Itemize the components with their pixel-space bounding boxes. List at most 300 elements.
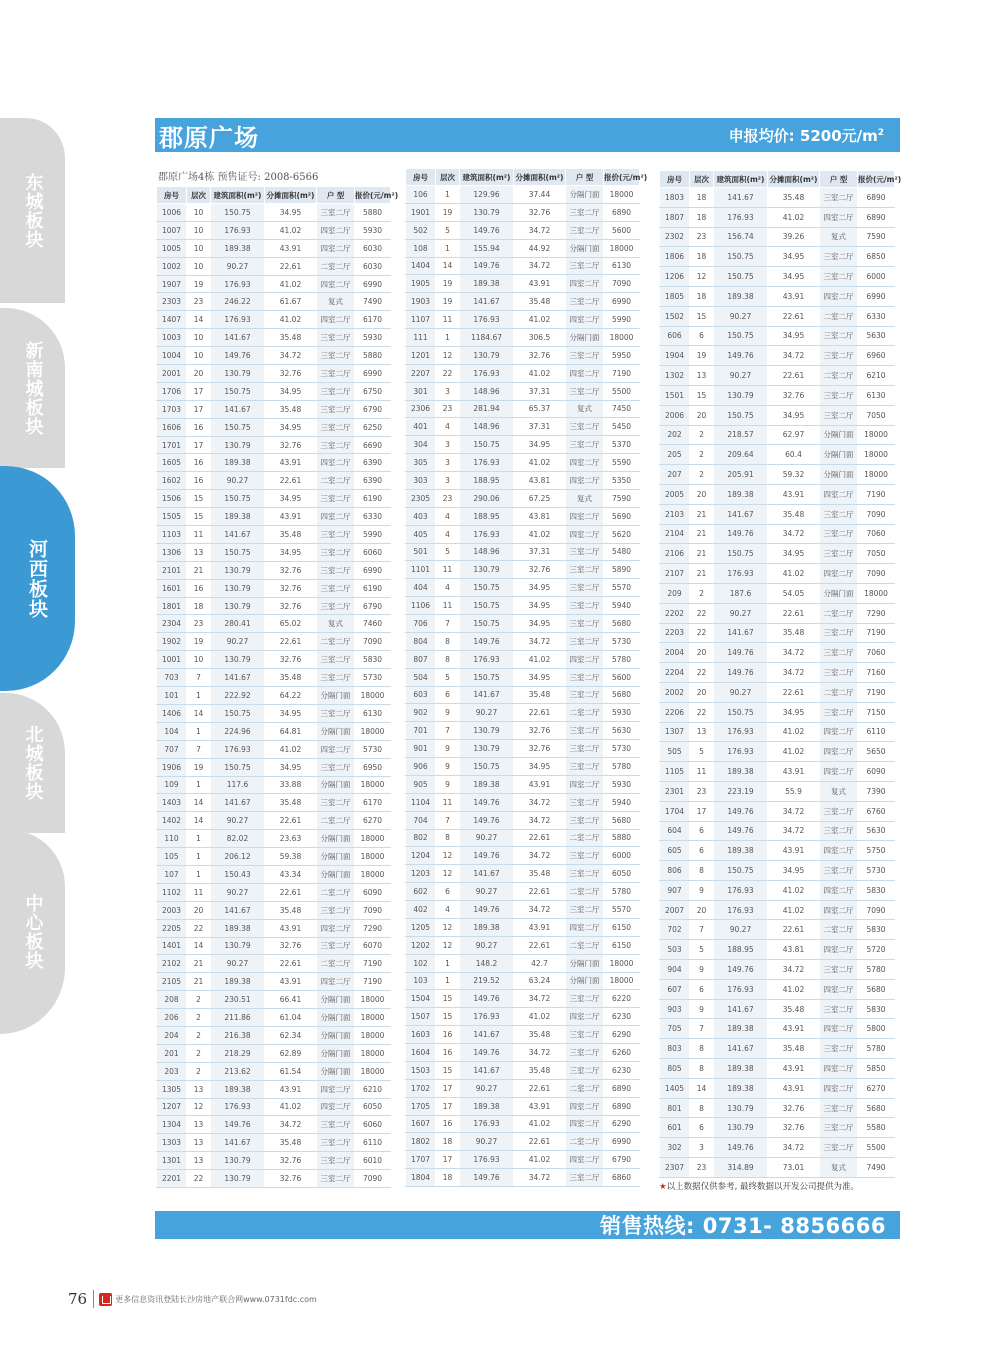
table-cell: 四室二厅 — [317, 311, 355, 329]
table-cell: 43.91 — [768, 286, 820, 306]
table-cell: 1203 — [406, 865, 436, 883]
table-cell: 90.27 — [211, 257, 265, 275]
table-cell: 三室二厅 — [317, 400, 355, 418]
table-cell: 148.96 — [460, 418, 514, 436]
table-cell: 149.76 — [460, 221, 514, 239]
table-row — [406, 489, 640, 507]
table-cell: 6230 — [604, 1061, 640, 1079]
table-cell: 1401 — [157, 937, 187, 955]
table-cell: 1706 — [157, 382, 187, 400]
table-cell: 二室二厅 — [820, 920, 858, 940]
table-cell: 7060 — [858, 524, 895, 544]
table-cell: 1503 — [406, 1061, 436, 1079]
table-cell: 10 — [187, 651, 211, 669]
table-cell: 202 — [660, 425, 690, 445]
table-cell: 15 — [436, 1061, 460, 1079]
table-row — [660, 385, 895, 405]
table-cell: 41.02 — [768, 742, 820, 762]
tab-xinnancheng[interactable] — [0, 308, 66, 468]
table-cell: 41.02 — [514, 1008, 566, 1026]
table-cell: 90.27 — [460, 704, 514, 722]
table-cell: 188.95 — [714, 940, 768, 960]
table-cell: 6000 — [604, 847, 640, 865]
table-row — [660, 801, 895, 821]
tab-dongcheng[interactable] — [0, 118, 66, 303]
table-cell: 204 — [157, 1026, 187, 1044]
table-row — [660, 603, 895, 623]
table-cell: 1103 — [157, 526, 187, 544]
table-row — [660, 326, 895, 346]
table-cell: 1207 — [157, 1098, 187, 1116]
table-row — [157, 901, 391, 919]
table-cell: 5620 — [604, 525, 640, 543]
table-cell: 605 — [660, 841, 690, 861]
table-cell: 6070 — [355, 937, 391, 955]
table-cell: 37.31 — [514, 418, 566, 436]
table-row — [660, 682, 895, 702]
table-cell: 37.31 — [514, 543, 566, 561]
page-title: 郡原广场 — [159, 123, 259, 152]
table-cell: 8 — [436, 650, 460, 668]
table-cell: 90.27 — [460, 936, 514, 954]
table-cell: 三室二厅 — [317, 937, 355, 955]
table-cell: 6 — [690, 821, 714, 841]
tab-hexi-active[interactable] — [0, 466, 76, 691]
col-room: 房号 — [157, 187, 187, 204]
table-cell: 6 — [690, 841, 714, 861]
table-cell: 18000 — [604, 239, 640, 257]
table-cell: 35.48 — [265, 329, 317, 347]
table-cell: 18000 — [604, 329, 640, 347]
table-cell: 18000 — [858, 445, 895, 465]
table-cell: 6270 — [355, 812, 391, 830]
table-cell: 7 — [187, 740, 211, 758]
table-cell: 9 — [690, 960, 714, 980]
table-cell: 1202 — [406, 936, 436, 954]
tab-zhongxin[interactable] — [0, 830, 66, 1034]
table-cell: 34.72 — [514, 847, 566, 865]
table-cell: 5480 — [604, 543, 640, 561]
table-row — [157, 526, 391, 544]
table-cell: 18 — [436, 1169, 460, 1187]
table-row — [406, 203, 640, 221]
table-cell: 34.95 — [768, 544, 820, 564]
table-cell: 三室二厅 — [317, 651, 355, 669]
table-cell: 148.96 — [460, 543, 514, 561]
table-cell: 11 — [436, 597, 460, 615]
table-row — [157, 329, 391, 347]
table-cell: 18 — [690, 207, 714, 227]
table-cell: 2304 — [157, 615, 187, 633]
table-cell: 32.76 — [768, 1098, 820, 1118]
table-cell: 67.25 — [514, 489, 566, 507]
table-cell: 1703 — [157, 400, 187, 418]
table-cell: 10 — [187, 257, 211, 275]
table-cell: 9 — [690, 880, 714, 900]
price-label: 申报均价: 5200元/m — [728, 126, 878, 145]
table-cell: 6030 — [355, 257, 391, 275]
table-cell: 1 — [187, 722, 211, 740]
table-cell: 7190 — [355, 955, 391, 973]
table-cell: 306.5 — [514, 329, 566, 347]
table-cell: 7390 — [858, 781, 895, 801]
table-cell: 1107 — [406, 311, 436, 329]
table-cell: 130.79 — [211, 436, 265, 454]
table-cell: 6 — [436, 883, 460, 901]
table-cell: 34.95 — [514, 597, 566, 615]
table-cell: 1606 — [157, 418, 187, 436]
table-cell: 三室二厅 — [566, 597, 604, 615]
price-table-2 — [405, 168, 648, 1187]
table-cell: 141.67 — [211, 901, 265, 919]
table-row — [406, 507, 640, 525]
table-cell: 1904 — [660, 346, 690, 366]
table-cell: 三室二厅 — [317, 1134, 355, 1152]
table-cell: 三室二厅 — [317, 526, 355, 544]
col-area: 建筑面积(m²) — [460, 169, 514, 186]
table-cell: 150.75 — [714, 702, 768, 722]
table-cell: 三室二厅 — [820, 1098, 858, 1118]
table-row — [157, 382, 391, 400]
table-cell: 6060 — [355, 1116, 391, 1134]
table-cell: 1804 — [406, 1169, 436, 1187]
table-cell: 176.93 — [714, 979, 768, 999]
table-cell: 2305 — [406, 489, 436, 507]
table-row — [406, 1097, 640, 1115]
table-cell: 34.72 — [768, 663, 820, 683]
table-cell: 四室二厅 — [566, 364, 604, 382]
table-cell: 18000 — [355, 1044, 391, 1062]
table-cell: 62.89 — [265, 1044, 317, 1062]
table-cell: 23.63 — [265, 830, 317, 848]
table-row — [406, 454, 640, 472]
table-cell: 211.86 — [211, 1009, 265, 1027]
price-sup: 2 — [877, 127, 884, 138]
table-cell: 9 — [436, 740, 460, 758]
table-cell: 6220 — [604, 990, 640, 1008]
table-cell: 17 — [436, 1097, 460, 1115]
table-cell: 1404 — [406, 257, 436, 275]
table-cell: 22.61 — [514, 883, 566, 901]
table-cell: 32.76 — [514, 722, 566, 740]
table-cell: 5500 — [604, 382, 640, 400]
table-cell: 32.76 — [514, 203, 566, 221]
table-cell: 2 — [187, 1062, 211, 1080]
table-cell: 17 — [187, 436, 211, 454]
table-cell: 149.76 — [714, 346, 768, 366]
table-cell: 21 — [187, 561, 211, 579]
table-cell: 5990 — [355, 526, 391, 544]
table-cell: 11 — [436, 311, 460, 329]
table-cell: 34.95 — [768, 326, 820, 346]
table-row — [157, 955, 391, 973]
table-cell: 188.95 — [460, 472, 514, 490]
table-cell: 1406 — [157, 704, 187, 722]
table-cell: 209.64 — [714, 445, 768, 465]
table-cell: 902 — [406, 704, 436, 722]
table-cell: 1402 — [157, 812, 187, 830]
table-row — [660, 484, 895, 504]
table-cell: 5680 — [858, 979, 895, 999]
table-row — [406, 704, 640, 722]
table-cell: 34.72 — [514, 811, 566, 829]
table-row — [157, 561, 391, 579]
table-cell: 23 — [187, 615, 211, 633]
table-cell: 41.02 — [768, 564, 820, 584]
table-cell: 6990 — [604, 1133, 640, 1151]
table-row — [406, 400, 640, 418]
col-type: 户 型 — [566, 169, 604, 186]
table-row — [406, 865, 640, 883]
table-cell: 二室二厅 — [317, 812, 355, 830]
table-row — [406, 775, 640, 793]
table-cell: 21 — [187, 955, 211, 973]
table-cell: 20 — [187, 365, 211, 383]
table-cell: 23 — [436, 400, 460, 418]
table-cell: 34.95 — [265, 204, 317, 222]
table-row — [406, 1133, 640, 1151]
table-cell: 219.52 — [460, 972, 514, 990]
table-cell: 7290 — [355, 919, 391, 937]
table-cell: 218.57 — [714, 425, 768, 445]
table-cell: 1 — [187, 687, 211, 705]
table-cell: 分隔门面 — [566, 186, 604, 204]
table-cell: 150.75 — [714, 405, 768, 425]
table-cell: 三室二厅 — [566, 811, 604, 829]
table-cell: 43.91 — [514, 1097, 566, 1115]
table-cell: 1201 — [406, 346, 436, 364]
table-cell: 189.38 — [460, 775, 514, 793]
col-price: 报价(元/m²) — [355, 187, 391, 204]
table-cell: 二室二厅 — [566, 883, 604, 901]
table-row — [660, 306, 895, 326]
table-cell: 176.93 — [460, 364, 514, 382]
table-cell: 43.91 — [768, 1019, 820, 1039]
table-cell: 20 — [187, 901, 211, 919]
table-cell: 35.48 — [514, 1026, 566, 1044]
table-cell: 13 — [187, 1080, 211, 1098]
table-cell: 305 — [406, 454, 436, 472]
table-row — [660, 900, 895, 920]
table-cell: 2 — [690, 583, 714, 603]
table-cell: 5370 — [604, 436, 640, 454]
table-cell: 149.76 — [714, 1138, 768, 1158]
table-cell: 149.76 — [714, 821, 768, 841]
col-shared-area: 分摊面积(m²) — [265, 187, 317, 204]
table-cell: 141.67 — [460, 686, 514, 704]
table-row — [157, 776, 391, 794]
table-cell: 101 — [157, 687, 187, 705]
table-cell: 141.67 — [460, 293, 514, 311]
table-cell: 7 — [436, 811, 460, 829]
table-cell: 四室二厅 — [820, 286, 858, 306]
table-cell: 34.95 — [514, 668, 566, 686]
table-cell: 5890 — [604, 561, 640, 579]
table-cell: 1801 — [157, 597, 187, 615]
table-cell: 分隔门面 — [820, 465, 858, 485]
table-cell: 62.34 — [265, 1026, 317, 1044]
table-cell: 150.75 — [714, 267, 768, 287]
table-row — [157, 669, 391, 687]
table-row — [660, 1078, 895, 1098]
table-cell: 二室二厅 — [566, 936, 604, 954]
table-row — [660, 1098, 895, 1118]
table-cell: 二室二厅 — [566, 704, 604, 722]
table-cell: 三室二厅 — [820, 821, 858, 841]
table-cell: 141.67 — [714, 999, 768, 1019]
table-cell: 904 — [660, 960, 690, 980]
table-cell: 302 — [660, 1138, 690, 1158]
table-cell: 三室二厅 — [566, 346, 604, 364]
table-cell: 2106 — [660, 544, 690, 564]
col-shared-area: 分摊面积(m²) — [514, 169, 566, 186]
table-cell: 23 — [690, 1158, 714, 1178]
table-cell: 18000 — [355, 776, 391, 794]
table-cell: 32.76 — [265, 561, 317, 579]
table-cell: 1501 — [660, 385, 690, 405]
table-cell: 5500 — [858, 1138, 895, 1158]
table-cell: 18000 — [604, 186, 640, 204]
table-cell: 分隔门面 — [566, 954, 604, 972]
table-cell: 1602 — [157, 472, 187, 490]
table-cell: 分隔门面 — [317, 776, 355, 794]
table-cell: 907 — [660, 880, 690, 900]
table-cell: 189.38 — [460, 1097, 514, 1115]
table-row — [406, 221, 640, 239]
table-row — [406, 1026, 640, 1044]
table-cell: 189.38 — [211, 1080, 265, 1098]
table-cell: 16 — [187, 454, 211, 472]
table-cell: 分隔门面 — [820, 425, 858, 445]
table-cell: 130.79 — [460, 346, 514, 364]
table-cell: 14 — [690, 1078, 714, 1098]
table-cell: 6990 — [355, 561, 391, 579]
table-cell: 130.79 — [211, 561, 265, 579]
table-cell: 12 — [436, 918, 460, 936]
table-cell: 176.93 — [211, 1098, 265, 1116]
table-cell: 1 — [436, 239, 460, 257]
table-cell: 103 — [406, 972, 436, 990]
table-cell: 7 — [436, 722, 460, 740]
table-row — [406, 1008, 640, 1026]
table-cell: 5680 — [858, 1098, 895, 1118]
table-cell: 1 — [436, 954, 460, 972]
table-cell: 6090 — [355, 883, 391, 901]
table-cell: 141.67 — [460, 1026, 514, 1044]
table-cell: 二室二厅 — [566, 829, 604, 847]
table-cell: 复式 — [566, 400, 604, 418]
table-cell: 189.38 — [714, 841, 768, 861]
table-cell: 四室二厅 — [566, 525, 604, 543]
table-cell: 149.76 — [460, 847, 514, 865]
table-cell: 15 — [187, 508, 211, 526]
table-cell: 2205 — [157, 919, 187, 937]
table-cell: 43.91 — [768, 1059, 820, 1079]
table-cell: 90.27 — [211, 472, 265, 490]
table-cell: 1 — [187, 865, 211, 883]
table-cell: 1405 — [660, 1078, 690, 1098]
table-cell: 43.91 — [265, 239, 317, 257]
table-cell: 405 — [406, 525, 436, 543]
table-cell: 90.27 — [460, 1079, 514, 1097]
table-cell: 176.93 — [460, 1115, 514, 1133]
table-cell: 5780 — [858, 960, 895, 980]
table-cell: 13 — [690, 722, 714, 742]
table-row — [157, 418, 391, 436]
table-cell: 5630 — [858, 821, 895, 841]
table-cell: 6960 — [858, 346, 895, 366]
tab-beicheng[interactable] — [0, 693, 66, 833]
table-row — [157, 812, 391, 830]
table-cell: 16 — [187, 418, 211, 436]
table-cell: 14 — [187, 311, 211, 329]
table-row — [660, 861, 895, 881]
table-cell: 三室二厅 — [820, 267, 858, 287]
table-cell: 602 — [406, 883, 436, 901]
table-cell: 1302 — [660, 366, 690, 386]
table-cell: 四室二厅 — [317, 454, 355, 472]
table-cell: 四室二厅 — [566, 918, 604, 936]
table-cell: 分隔门面 — [317, 848, 355, 866]
table-cell: 141.67 — [460, 1061, 514, 1079]
table-cell: 3 — [436, 472, 460, 490]
table-cell: 9 — [436, 775, 460, 793]
table-cell: 5 — [436, 543, 460, 561]
table-cell: 280.41 — [211, 615, 265, 633]
table-cell: 149.76 — [460, 257, 514, 275]
table-row — [406, 1061, 640, 1079]
table-cell: 503 — [660, 940, 690, 960]
table-cell: 18000 — [858, 425, 895, 445]
table-cell: 三室二厅 — [566, 561, 604, 579]
table-cell: 分隔门面 — [317, 830, 355, 848]
table-cell: 复式 — [820, 781, 858, 801]
table-cell: 1 — [187, 830, 211, 848]
table-cell: 16 — [187, 579, 211, 597]
table-cell: 34.95 — [514, 436, 566, 454]
table-cell: 109 — [157, 776, 187, 794]
table-cell: 四室二厅 — [566, 275, 604, 293]
table-cell: 130.79 — [211, 597, 265, 615]
col-floor: 层次 — [436, 169, 460, 186]
table-row — [157, 508, 391, 526]
table-cell: 90.27 — [714, 306, 768, 326]
table-cell: 150.75 — [460, 579, 514, 597]
table-cell: 155.94 — [460, 239, 514, 257]
table-cell: 130.79 — [211, 1152, 265, 1170]
table-cell: 35.48 — [265, 794, 317, 812]
table-row — [660, 544, 895, 564]
table-cell: 66.41 — [265, 991, 317, 1009]
table-cell: 34.95 — [768, 702, 820, 722]
table-cell: 73.01 — [768, 1158, 820, 1178]
table-cell: 8 — [690, 1039, 714, 1059]
table-cell: 8 — [436, 632, 460, 650]
table-cell: 150.43 — [211, 865, 265, 883]
table-cell: 二室二厅 — [820, 306, 858, 326]
table-cell: 三室二厅 — [317, 704, 355, 722]
table-cell: 分隔门面 — [317, 1009, 355, 1027]
table-cell: 三室二厅 — [317, 901, 355, 919]
table-row — [660, 880, 895, 900]
table-cell: 90.27 — [211, 633, 265, 651]
table-cell: 7490 — [355, 293, 391, 311]
table-cell: 6150 — [604, 936, 640, 954]
table-cell: 2 — [187, 991, 211, 1009]
table-cell: 11 — [187, 883, 211, 901]
table-cell: 7090 — [355, 633, 391, 651]
table-cell: 1301 — [157, 1152, 187, 1170]
